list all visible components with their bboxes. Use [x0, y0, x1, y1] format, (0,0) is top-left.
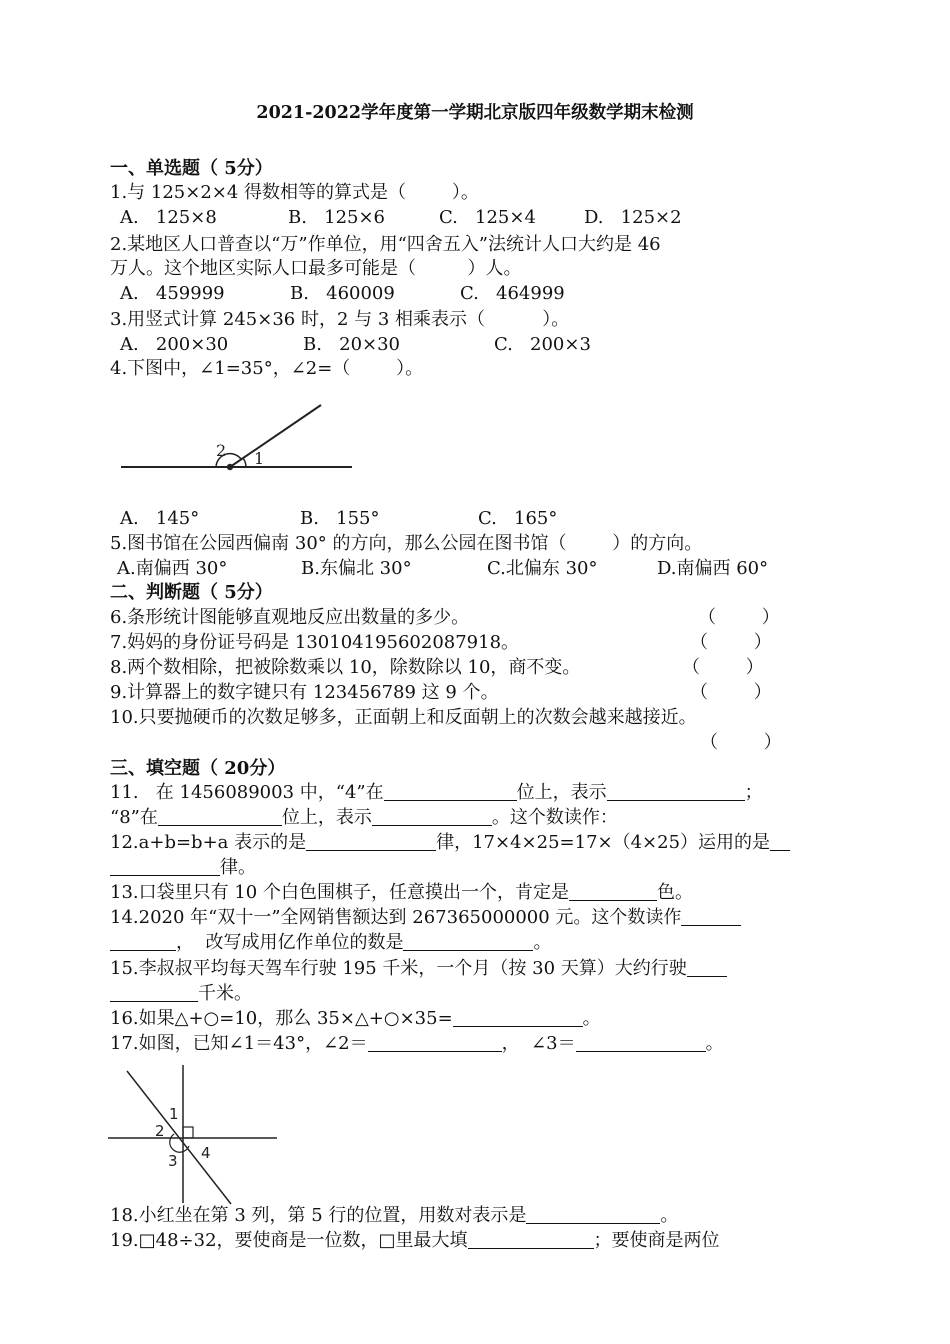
- answer-blank[interactable]: [368, 1033, 502, 1052]
- question-3-option-c: C. 200×3: [494, 334, 591, 355]
- answer-blank[interactable]: [576, 1033, 706, 1052]
- angle-label-2: 2: [216, 441, 227, 460]
- answer-blank[interactable]: [468, 1230, 594, 1249]
- answer-blank[interactable]: [526, 1205, 660, 1224]
- question-5-option-c: C.北偏东 30°: [487, 558, 598, 579]
- answer-blank[interactable]: [110, 983, 198, 1002]
- question-10-answer-blank[interactable]: （ ）: [700, 732, 782, 753]
- right-angle-mark: [183, 1127, 193, 1138]
- answer-blank[interactable]: [384, 782, 517, 801]
- question-7-answer-blank[interactable]: （ ）: [690, 632, 772, 653]
- question-14-text-a: 14.2020 年“双十一”全网销售额达到 267365000000 元。这个数读作: [110, 907, 682, 928]
- question-2-option-c: C. 464999: [460, 283, 565, 304]
- question-14-text-c: 。: [533, 932, 552, 953]
- angle-figure-q4: [118, 398, 358, 478]
- question-11-text-d: “8”在: [110, 807, 158, 828]
- question-17-text-b: ， ∠3＝: [501, 1033, 576, 1054]
- question-4-option-c: C. 165°: [478, 508, 558, 529]
- question-7-stem: 7.妈妈的身份证号码是 130104195602087918。: [110, 632, 520, 653]
- answer-blank[interactable]: [453, 1008, 583, 1027]
- question-11-text-f: 。这个数读作：: [491, 807, 618, 828]
- question-5-option-b: B.东偏北 30°: [301, 558, 412, 579]
- answer-blank[interactable]: [403, 932, 533, 951]
- section-heading-fill-in: 三、填空题（ 20分）: [110, 758, 286, 779]
- question-16-text-b: 。: [582, 1008, 601, 1029]
- answer-blank[interactable]: [770, 832, 790, 851]
- angle-label-4: 4: [201, 1144, 211, 1162]
- question-5-stem: 5.图书馆在公园西偏南 30° 的方向，那么公园在图书馆（ ）的方向。: [110, 533, 703, 554]
- question-12-text-b: 律，17×4×25=17×（4×25）运用的是: [436, 832, 771, 853]
- question-19-text-a: 19.□48÷32，要使商是一位数，□里最大填: [110, 1230, 468, 1251]
- question-5-option-a: A.南偏西 30°: [117, 558, 228, 579]
- section-heading-true-false: 二、判断题（ 5分）: [110, 582, 273, 603]
- question-4-option-a: A. 145°: [120, 508, 200, 529]
- answer-blank[interactable]: [110, 932, 176, 951]
- angle-arc: [170, 1134, 189, 1152]
- section-heading-single-choice: 一、单选题（ 5分）: [110, 158, 273, 179]
- question-8-answer-blank[interactable]: （ ）: [682, 657, 764, 678]
- question-1-option-d: D. 125×2: [584, 207, 682, 228]
- angle-label-1: 1: [169, 1105, 179, 1123]
- question-9-answer-blank[interactable]: （ ）: [690, 682, 772, 703]
- question-2-option-a: A. 459999: [120, 283, 225, 304]
- question-3-option-a: A. 200×30: [120, 334, 229, 355]
- question-19-text-b: ；要使商是两位: [593, 1230, 720, 1251]
- angle-figure-q17: [105, 1063, 285, 1205]
- angle-label-3: 3: [168, 1152, 178, 1170]
- answer-blank[interactable]: [306, 832, 436, 851]
- question-2-stem-line-1: 2.某地区人口普查以“万”作单位，用“四舍五入”法统计人口大约是 46: [110, 234, 661, 255]
- page-title: 2021-2022学年度第一学期北京版四年级数学期末检测: [256, 103, 694, 123]
- question-6-stem: 6.条形统计图能够直观地反应出数量的多少。: [110, 607, 470, 628]
- question-1-option-a: A. 125×8: [120, 207, 217, 228]
- angle-label-2: 2: [155, 1122, 165, 1140]
- question-6-answer-blank[interactable]: （ ）: [698, 607, 780, 628]
- question-4-option-b: B. 155°: [300, 508, 380, 529]
- question-11-text-b: 位上，表示: [516, 782, 607, 803]
- question-15-text-a: 15.李叔叔平均每天驾车行驶 195 千米，一个月（按 30 天算）大约行驶: [110, 958, 687, 979]
- question-5-option-d: D.南偏西 60°: [657, 558, 769, 579]
- question-9-stem: 9.计算器上的数字键只有 123456789 这 9 个。: [110, 682, 499, 703]
- vertex-dot: [227, 464, 233, 470]
- question-11-text-e: 位上，表示: [281, 807, 372, 828]
- question-3-option-b: B. 20×30: [303, 334, 401, 355]
- question-12-text-a: 12.a+b=b+a 表示的是: [110, 832, 307, 853]
- question-16-text-a: 16.如果△+○=10，那么 35×△+○×35=: [110, 1008, 453, 1029]
- question-17-text-c: 。: [705, 1033, 724, 1054]
- question-11-text-c: ；: [744, 782, 763, 803]
- angle-arc-1: [243, 458, 246, 467]
- question-2-stem-line-2: 万人。这个地区实际人口最多可能是（ ）人。: [110, 258, 522, 279]
- question-13-text-b: 色。: [656, 882, 693, 903]
- answer-blank[interactable]: [681, 907, 741, 926]
- question-8-stem: 8.两个数相除，把被除数乘以 10，除数除以 10，商不变。: [110, 657, 581, 678]
- question-1-stem: 1.与 125×2×4 得数相等的算式是（ ）。: [110, 182, 479, 203]
- answer-blank[interactable]: [569, 882, 657, 901]
- answer-blank[interactable]: [372, 807, 492, 826]
- question-18-text-b: 。: [660, 1205, 679, 1226]
- question-12-text-c: 律。: [220, 857, 256, 878]
- question-2-option-b: B. 460009: [290, 283, 395, 304]
- answer-blank[interactable]: [607, 782, 745, 801]
- question-18-text-a: 18.小红坐在第 3 列，第 5 行的位置，用数对表示是: [110, 1205, 527, 1226]
- answer-blank[interactable]: [687, 958, 727, 977]
- question-10-stem: 10.只要抛硬币的次数足够多，正面朝上和反面朝上的次数会越来越接近。: [110, 707, 697, 728]
- question-11-text-a: 11. 在 1456089003 中，“4”在: [110, 782, 384, 803]
- answer-blank[interactable]: [158, 807, 282, 826]
- question-17-text-a: 17.如图，已知∠1＝43°，∠2＝: [110, 1033, 368, 1054]
- question-15-text-b: 千米。: [198, 983, 252, 1004]
- question-1-option-b: B. 125×6: [288, 207, 386, 228]
- question-14-text-b: ， 改写成用亿作单位的数是: [176, 932, 404, 953]
- angle-label-1: 1: [254, 449, 265, 468]
- answer-blank[interactable]: [110, 857, 220, 876]
- question-3-stem: 3.用竖式计算 245×36 时，2 与 3 相乘表示（ ）。: [110, 309, 570, 330]
- question-4-stem: 4.下图中，∠1=35°，∠2=（ ）。: [110, 358, 424, 379]
- question-13-text-a: 13.口袋里只有 10 个白色围棋子，任意摸出一个，肯定是: [110, 882, 569, 903]
- question-1-option-c: C. 125×4: [439, 207, 536, 228]
